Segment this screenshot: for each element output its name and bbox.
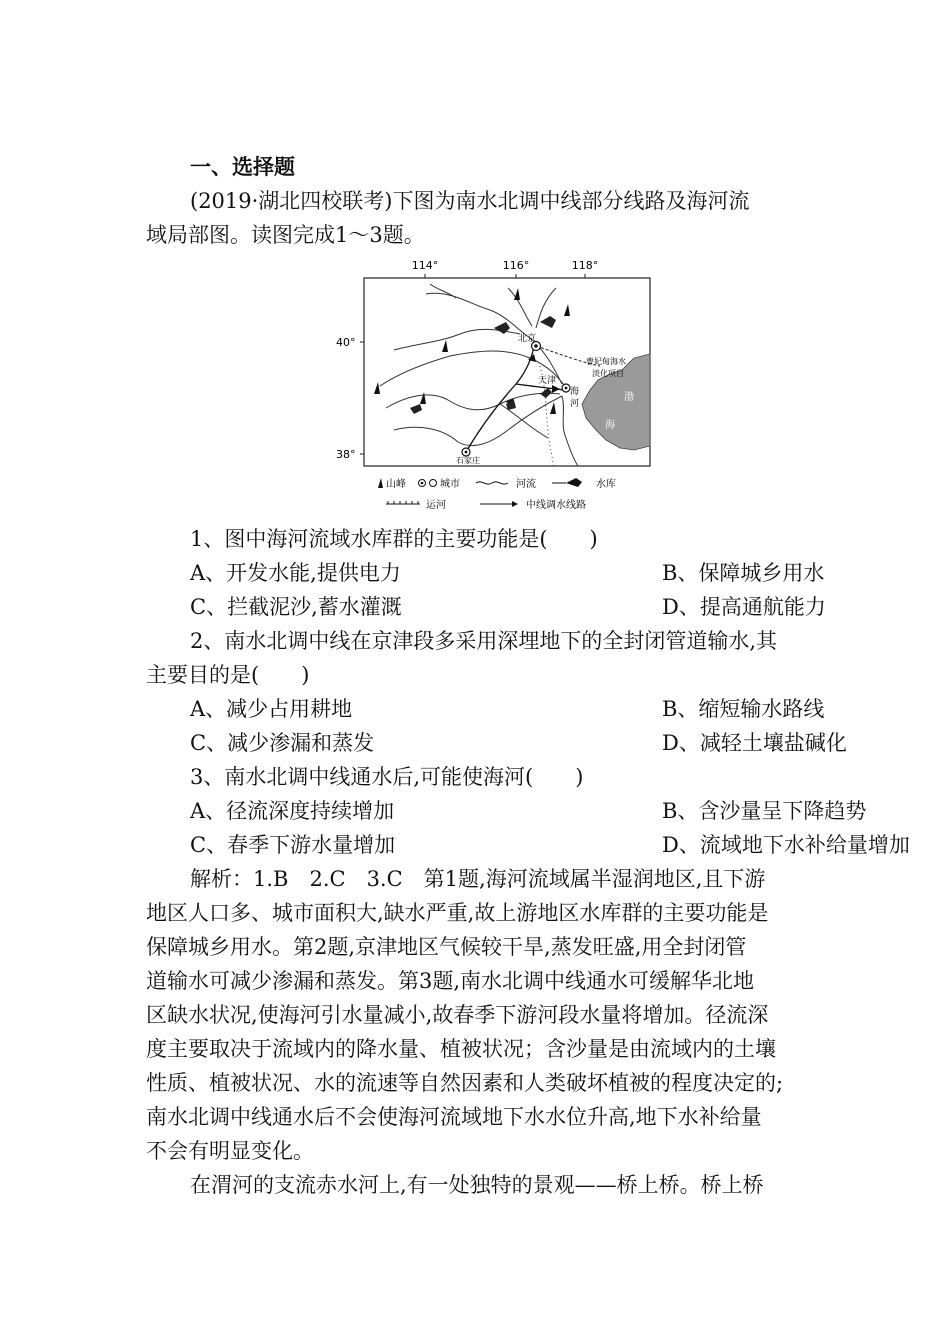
sea-label-2: 海 [605, 420, 615, 431]
lat-label-38: 38° [336, 448, 356, 461]
analysis-line-5: 区缺水状况,使海河引水量减小,故春季下游河段水量将增加。径流深 [146, 1003, 769, 1027]
legend-canal: 运河 [426, 500, 446, 511]
city-label-tianjin: 天津 [538, 376, 557, 386]
analysis-line-7: 性质、植被状况、水的流速等自然因素和人类破坏植被的程度决定的; [146, 1071, 784, 1095]
question-3-options-row-2 [190, 830, 910, 860]
analysis-line-1: 解析：1.B 2.C 3.C 第1题,海河流域属半湿润地区,且下游 [190, 867, 766, 891]
lon-label-116: 116° [502, 259, 530, 272]
next-paragraph: 在渭河的支流赤水河上,有一处独特的景观——桥上桥。桥上桥 [190, 1173, 764, 1197]
question-2-options-row-1 [190, 694, 825, 724]
question-2-option-c: C、减少渗漏和蒸发 [190, 731, 375, 755]
analysis-line-9: 不会有明显变化。 [146, 1139, 314, 1163]
question-2-stem-line-2: 主要目的是( ) [146, 663, 310, 687]
intro-line-1: (2019·湖北四校联考)下图为南水北调中线部分线路及海河流 [190, 189, 750, 213]
city-label-beijing: 北京 [518, 334, 537, 344]
analysis-line-8: 南水北调中线通水后不会使海河流域地下水水位升高,地下水补给量 [146, 1105, 762, 1129]
legend-reservoir: 水库 [596, 479, 616, 490]
legend-city: 城市 [440, 479, 460, 490]
question-1-option-a: A、开发水能,提供电力 [190, 561, 401, 585]
question-2-option-a: A、减少占用耕地 [190, 697, 353, 721]
haihe-label-2: 河 [570, 399, 580, 409]
question-1-option-d: D、提高通航能力 [662, 595, 826, 619]
question-1-option-c: C、拦截泥沙,蓄水灌溉 [190, 595, 402, 619]
question-1-options-row-2 [190, 592, 826, 622]
intro-line-2: 域局部图。读图完成1～3题。 [146, 223, 425, 247]
analysis-line-6: 度主要取决于流域内的降水量、植被状况；含沙量是由流域内的土壤 [146, 1037, 776, 1061]
map-legend [378, 477, 616, 511]
question-2-stem-line-1: 2、南水北调中线在京津段多采用深埋地下的全封闭管道输水,其 [190, 629, 778, 653]
legend-route: 中线调水线路 [526, 500, 586, 511]
peak-legend-icon [378, 478, 383, 488]
question-3-options-row-1 [190, 796, 867, 826]
question-2-option-d: D、减轻土壤盐碱化 [662, 731, 847, 755]
lat-label-40: 40° [336, 336, 356, 349]
question-2-options-row-2 [190, 728, 847, 758]
haihe-basin-map [330, 254, 656, 516]
question-1-options-row-1 [190, 558, 825, 588]
analysis-line-4: 道输水可减少渗漏和蒸发。第3题,南水北调中线通水可缓解华北地 [146, 969, 755, 993]
question-3-stem: 3、南水北调中线通水后,可能使海河( ) [190, 765, 584, 789]
legend-peak: 山峰 [386, 479, 406, 490]
analysis-line-3: 保障城乡用水。第2题,京津地区气候较干旱,蒸发旺盛,用全封闭管 [146, 935, 747, 959]
question-3-option-a: A、径流深度持续增加 [190, 799, 395, 823]
project-label-2: 淡化项目 [592, 369, 624, 378]
city-label-shijiazhuang: 石家庄 [456, 456, 480, 465]
sea-label-1: 渤 [624, 392, 634, 403]
lon-label-118: 118° [571, 259, 599, 272]
analysis-line-2: 地区人口多、城市面积大,缺水严重,故上游地区水库群的主要功能是 [146, 901, 769, 925]
reservoir-legend-icon [566, 478, 582, 487]
question-2-option-b: B、缩短输水路线 [662, 697, 825, 721]
haihe-label-1: 海 [570, 387, 580, 397]
legend-river: 河流 [516, 479, 536, 490]
question-1-option-b: B、保障城乡用水 [662, 561, 825, 585]
question-3-option-c: C、春季下游水量增加 [190, 833, 396, 857]
question-3-option-b: B、含沙量呈下降趋势 [662, 799, 867, 823]
river-legend-icon [476, 482, 508, 484]
section-title: 一、选择题 [190, 154, 295, 179]
lon-label-114: 114° [411, 259, 439, 272]
question-1-stem: 1、图中海河流域水库群的主要功能是( ) [190, 527, 598, 551]
question-3-option-d: D、流域地下水补给量增加 [662, 833, 910, 857]
project-label-1: 曹妃甸海水 [586, 357, 626, 366]
